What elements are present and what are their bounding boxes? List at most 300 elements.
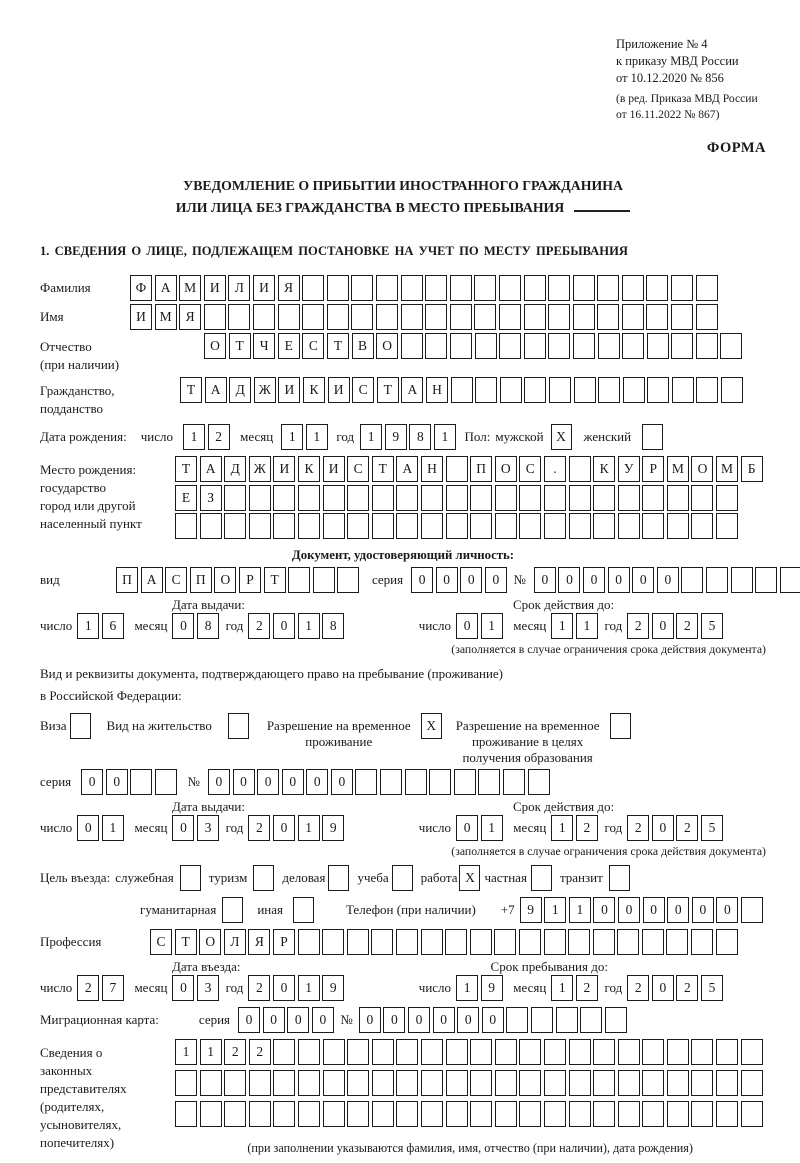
char-cell[interactable]: 2 [77,975,99,1001]
char-cell[interactable]: 5 [701,975,723,1001]
char-cell[interactable] [544,1101,566,1127]
char-cell[interactable] [337,567,359,593]
char-cell[interactable] [500,377,522,403]
char-cell[interactable] [524,275,546,301]
char-cell[interactable]: К [303,377,325,403]
char-cell[interactable]: 1 [551,613,573,639]
char-cell[interactable] [548,304,570,330]
char-cell[interactable] [376,275,398,301]
char-cell[interactable] [347,1039,369,1065]
char-cell[interactable] [445,929,467,955]
char-cell[interactable]: 1 [281,424,303,450]
char-cell[interactable] [573,304,595,330]
char-cell[interactable]: 0 [632,567,654,593]
char-cell[interactable] [249,485,271,511]
char-cell[interactable]: 5 [701,613,723,639]
char-cell[interactable]: 9 [385,424,407,450]
char-cell[interactable] [568,929,590,955]
char-cell[interactable]: Я [179,304,201,330]
char-cell[interactable]: 0 [238,1007,260,1033]
char-cell[interactable]: 0 [593,897,615,923]
char-cell[interactable] [323,1070,345,1096]
char-cell[interactable] [253,304,275,330]
char-cell[interactable]: К [593,456,615,482]
char-cell[interactable]: 9 [322,815,344,841]
char-cell[interactable] [618,485,640,511]
char-cell[interactable]: 1 [200,1039,222,1065]
char-cell[interactable]: Н [426,377,448,403]
char-cell[interactable]: 2 [224,1039,246,1065]
char-cell[interactable] [396,1101,418,1127]
char-cell[interactable] [273,1101,295,1127]
char-cell[interactable] [313,567,335,593]
char-cell[interactable] [622,275,644,301]
purpose-other-checkbox[interactable] [293,897,314,923]
char-cell[interactable]: 0 [287,1007,309,1033]
purpose-tourism-checkbox[interactable] [253,865,274,891]
char-cell[interactable] [200,513,222,539]
char-cell[interactable]: 0 [485,567,507,593]
char-cell[interactable] [396,513,418,539]
char-cell[interactable] [671,304,693,330]
char-cell[interactable] [478,769,500,795]
char-cell[interactable]: А [141,567,163,593]
char-cell[interactable] [569,456,591,482]
char-cell[interactable] [544,513,566,539]
char-cell[interactable]: 0 [618,897,640,923]
char-cell[interactable] [421,1039,443,1065]
char-cell[interactable]: 7 [102,975,124,1001]
char-cell[interactable]: 0 [106,769,128,795]
char-cell[interactable]: И [204,275,226,301]
char-cell[interactable] [298,485,320,511]
char-cell[interactable]: С [519,456,541,482]
purpose-official-checkbox[interactable] [180,865,201,891]
char-cell[interactable] [691,485,713,511]
char-cell[interactable] [548,333,570,359]
char-cell[interactable] [322,929,344,955]
char-cell[interactable] [597,275,619,301]
char-cell[interactable] [503,769,525,795]
char-cell[interactable] [667,485,689,511]
char-cell[interactable] [347,485,369,511]
char-cell[interactable] [224,485,246,511]
char-cell[interactable] [323,485,345,511]
char-cell[interactable]: Н [421,456,443,482]
char-cell[interactable]: 0 [482,1007,504,1033]
char-cell[interactable] [716,1070,738,1096]
char-cell[interactable]: Т [180,377,202,403]
char-cell[interactable]: Т [327,333,349,359]
char-cell[interactable] [495,513,517,539]
char-cell[interactable] [429,769,451,795]
char-cell[interactable] [228,304,250,330]
char-cell[interactable] [474,275,496,301]
char-cell[interactable]: 0 [643,897,665,923]
char-cell[interactable]: Л [224,929,246,955]
char-cell[interactable] [549,377,571,403]
char-cell[interactable]: 1 [175,1039,197,1065]
char-cell[interactable] [396,929,418,955]
char-cell[interactable] [617,929,639,955]
char-cell[interactable] [574,377,596,403]
char-cell[interactable]: 2 [208,424,230,450]
char-cell[interactable]: 0 [652,815,674,841]
char-cell[interactable] [446,513,468,539]
char-cell[interactable] [323,513,345,539]
char-cell[interactable]: М [667,456,689,482]
char-cell[interactable]: А [205,377,227,403]
char-cell[interactable] [298,1070,320,1096]
char-cell[interactable]: 0 [433,1007,455,1033]
char-cell[interactable]: Ж [254,377,276,403]
char-cell[interactable] [647,333,669,359]
char-cell[interactable] [642,485,664,511]
char-cell[interactable] [622,304,644,330]
char-cell[interactable]: 0 [667,897,689,923]
char-cell[interactable]: 1 [360,424,382,450]
purpose-private-checkbox[interactable] [531,865,552,891]
char-cell[interactable] [396,1039,418,1065]
char-cell[interactable] [347,1070,369,1096]
char-cell[interactable] [175,1101,197,1127]
char-cell[interactable] [470,1070,492,1096]
char-cell[interactable]: 2 [576,815,598,841]
char-cell[interactable]: 0 [408,1007,430,1033]
char-cell[interactable] [696,377,718,403]
char-cell[interactable] [696,275,718,301]
char-cell[interactable] [454,769,476,795]
char-cell[interactable]: С [302,333,324,359]
purpose-humanitarian-checkbox[interactable] [222,897,243,923]
char-cell[interactable] [691,929,713,955]
char-cell[interactable] [696,333,718,359]
char-cell[interactable] [642,929,664,955]
char-cell[interactable] [499,275,521,301]
char-cell[interactable] [741,1039,763,1065]
char-cell[interactable]: . [544,456,566,482]
char-cell[interactable] [696,304,718,330]
char-cell[interactable] [494,929,516,955]
char-cell[interactable] [249,1070,271,1096]
sex-male-checkbox[interactable]: X [551,424,572,450]
char-cell[interactable] [593,1039,615,1065]
char-cell[interactable]: М [179,275,201,301]
char-cell[interactable]: 0 [652,975,674,1001]
char-cell[interactable] [446,1101,468,1127]
char-cell[interactable] [499,333,521,359]
char-cell[interactable] [506,1007,528,1033]
char-cell[interactable] [495,1070,517,1096]
char-cell[interactable]: О [691,456,713,482]
char-cell[interactable]: 0 [457,1007,479,1033]
char-cell[interactable] [618,1070,640,1096]
char-cell[interactable]: А [200,456,222,482]
char-cell[interactable] [646,275,668,301]
char-cell[interactable] [672,377,694,403]
char-cell[interactable] [667,1070,689,1096]
char-cell[interactable] [470,929,492,955]
char-cell[interactable] [573,275,595,301]
char-cell[interactable] [376,304,398,330]
char-cell[interactable] [425,304,447,330]
char-cell[interactable]: Т [175,456,197,482]
char-cell[interactable] [224,1070,246,1096]
char-cell[interactable]: 0 [263,1007,285,1033]
char-cell[interactable]: Ф [130,275,152,301]
char-cell[interactable]: П [470,456,492,482]
char-cell[interactable] [355,769,377,795]
char-cell[interactable]: А [401,377,423,403]
char-cell[interactable] [544,1039,566,1065]
char-cell[interactable] [569,1101,591,1127]
char-cell[interactable] [573,333,595,359]
char-cell[interactable]: 1 [306,424,328,450]
char-cell[interactable]: С [352,377,374,403]
char-cell[interactable] [351,275,373,301]
char-cell[interactable]: Ч [253,333,275,359]
char-cell[interactable] [278,304,300,330]
char-cell[interactable]: 0 [583,567,605,593]
char-cell[interactable] [372,1101,394,1127]
char-cell[interactable]: Л [228,275,250,301]
char-cell[interactable]: 2 [249,1039,271,1065]
char-cell[interactable]: Т [264,567,286,593]
char-cell[interactable] [273,1070,295,1096]
char-cell[interactable] [351,304,373,330]
char-cell[interactable]: 2 [627,975,649,1001]
char-cell[interactable]: И [328,377,350,403]
char-cell[interactable]: 3 [197,975,219,1001]
char-cell[interactable] [519,513,541,539]
char-cell[interactable] [647,377,669,403]
char-cell[interactable]: 1 [481,815,503,841]
char-cell[interactable] [451,377,473,403]
char-cell[interactable]: 0 [312,1007,334,1033]
char-cell[interactable] [667,1101,689,1127]
char-cell[interactable]: 9 [520,897,542,923]
purpose-work-checkbox[interactable]: X [459,865,480,891]
char-cell[interactable] [421,1101,443,1127]
char-cell[interactable] [273,485,295,511]
char-cell[interactable] [681,567,703,593]
char-cell[interactable] [519,929,541,955]
char-cell[interactable]: 1 [569,897,591,923]
char-cell[interactable] [716,1039,738,1065]
char-cell[interactable] [622,333,644,359]
char-cell[interactable]: 2 [248,975,270,1001]
char-cell[interactable]: 1 [298,613,320,639]
char-cell[interactable]: О [199,929,221,955]
char-cell[interactable]: Д [224,456,246,482]
char-cell[interactable] [556,1007,578,1033]
char-cell[interactable] [544,485,566,511]
char-cell[interactable] [421,485,443,511]
char-cell[interactable] [372,485,394,511]
char-cell[interactable]: Д [229,377,251,403]
char-cell[interactable]: 0 [411,567,433,593]
char-cell[interactable]: Р [642,456,664,482]
char-cell[interactable] [642,1101,664,1127]
char-cell[interactable]: 0 [383,1007,405,1033]
char-cell[interactable] [528,769,550,795]
char-cell[interactable] [741,1070,763,1096]
char-cell[interactable]: И [130,304,152,330]
char-cell[interactable]: 2 [676,815,698,841]
char-cell[interactable] [425,275,447,301]
char-cell[interactable] [475,333,497,359]
char-cell[interactable]: Е [278,333,300,359]
char-cell[interactable]: 0 [456,613,478,639]
char-cell[interactable] [421,513,443,539]
char-cell[interactable]: С [150,929,172,955]
char-cell[interactable]: 1 [456,975,478,1001]
char-cell[interactable] [741,1101,763,1127]
char-cell[interactable]: 1 [77,613,99,639]
char-cell[interactable]: А [155,275,177,301]
char-cell[interactable]: П [116,567,138,593]
char-cell[interactable] [175,513,197,539]
char-cell[interactable] [495,1101,517,1127]
char-cell[interactable]: 0 [657,567,679,593]
char-cell[interactable] [691,513,713,539]
char-cell[interactable]: Т [377,377,399,403]
char-cell[interactable] [597,304,619,330]
char-cell[interactable] [671,275,693,301]
char-cell[interactable] [249,1101,271,1127]
char-cell[interactable]: 1 [551,815,573,841]
char-cell[interactable]: 0 [172,613,194,639]
char-cell[interactable]: 1 [102,815,124,841]
char-cell[interactable]: 0 [273,975,295,1001]
char-cell[interactable] [347,929,369,955]
char-cell[interactable]: В [352,333,374,359]
char-cell[interactable]: 5 [701,815,723,841]
char-cell[interactable]: 0 [692,897,714,923]
char-cell[interactable]: 1 [544,897,566,923]
char-cell[interactable] [446,485,468,511]
char-cell[interactable]: 2 [576,975,598,1001]
char-cell[interactable]: 0 [460,567,482,593]
char-cell[interactable] [720,333,742,359]
char-cell[interactable] [605,1007,627,1033]
char-cell[interactable] [204,304,226,330]
char-cell[interactable]: Р [239,567,261,593]
char-cell[interactable]: 0 [534,567,556,593]
char-cell[interactable]: 2 [676,613,698,639]
char-cell[interactable]: С [165,567,187,593]
char-cell[interactable] [380,769,402,795]
char-cell[interactable] [450,275,472,301]
char-cell[interactable] [327,275,349,301]
char-cell[interactable] [475,377,497,403]
char-cell[interactable]: П [190,567,212,593]
char-cell[interactable]: О [214,567,236,593]
temp-residence-checkbox[interactable]: X [421,713,442,739]
char-cell[interactable] [667,1039,689,1065]
char-cell[interactable] [396,1070,418,1096]
char-cell[interactable]: Т [175,929,197,955]
char-cell[interactable]: 0 [436,567,458,593]
char-cell[interactable] [273,513,295,539]
char-cell[interactable] [425,333,447,359]
char-cell[interactable] [593,1070,615,1096]
char-cell[interactable]: О [204,333,226,359]
char-cell[interactable] [548,275,570,301]
char-cell[interactable]: Е [175,485,197,511]
char-cell[interactable] [691,1101,713,1127]
char-cell[interactable]: 2 [676,975,698,1001]
char-cell[interactable]: 0 [558,567,580,593]
char-cell[interactable] [524,333,546,359]
char-cell[interactable] [598,377,620,403]
char-cell[interactable]: 0 [282,769,304,795]
char-cell[interactable] [519,1039,541,1065]
char-cell[interactable]: 0 [273,613,295,639]
char-cell[interactable]: Т [229,333,251,359]
char-cell[interactable]: 1 [183,424,205,450]
char-cell[interactable]: 2 [627,613,649,639]
char-cell[interactable] [401,275,423,301]
char-cell[interactable] [446,1070,468,1096]
char-cell[interactable] [288,567,310,593]
char-cell[interactable]: 0 [331,769,353,795]
char-cell[interactable] [642,513,664,539]
char-cell[interactable]: М [155,304,177,330]
char-cell[interactable] [716,485,738,511]
char-cell[interactable] [470,513,492,539]
char-cell[interactable] [298,929,320,955]
char-cell[interactable] [347,513,369,539]
char-cell[interactable] [646,304,668,330]
char-cell[interactable]: М [716,456,738,482]
char-cell[interactable] [298,1101,320,1127]
char-cell[interactable] [421,929,443,955]
char-cell[interactable]: З [200,485,222,511]
char-cell[interactable]: С [347,456,369,482]
char-cell[interactable]: И [278,377,300,403]
char-cell[interactable]: 0 [172,975,194,1001]
char-cell[interactable]: Я [248,929,270,955]
char-cell[interactable] [598,333,620,359]
char-cell[interactable] [249,513,271,539]
char-cell[interactable] [755,567,777,593]
char-cell[interactable] [731,567,753,593]
char-cell[interactable] [524,304,546,330]
char-cell[interactable] [298,1039,320,1065]
char-cell[interactable]: Т [372,456,394,482]
char-cell[interactable] [450,304,472,330]
char-cell[interactable]: 0 [77,815,99,841]
char-cell[interactable]: 0 [608,567,630,593]
char-cell[interactable] [372,1070,394,1096]
char-cell[interactable]: 0 [208,769,230,795]
char-cell[interactable] [396,485,418,511]
char-cell[interactable] [347,1101,369,1127]
purpose-business-checkbox[interactable] [328,865,349,891]
char-cell[interactable] [716,929,738,955]
char-cell[interactable] [474,304,496,330]
char-cell[interactable]: Я [278,275,300,301]
char-cell[interactable] [544,1070,566,1096]
char-cell[interactable] [519,1101,541,1127]
temp-residence-education-checkbox[interactable] [610,713,631,739]
char-cell[interactable] [130,769,152,795]
char-cell[interactable] [593,513,615,539]
char-cell[interactable] [691,1070,713,1096]
char-cell[interactable] [666,929,688,955]
char-cell[interactable] [780,567,800,593]
